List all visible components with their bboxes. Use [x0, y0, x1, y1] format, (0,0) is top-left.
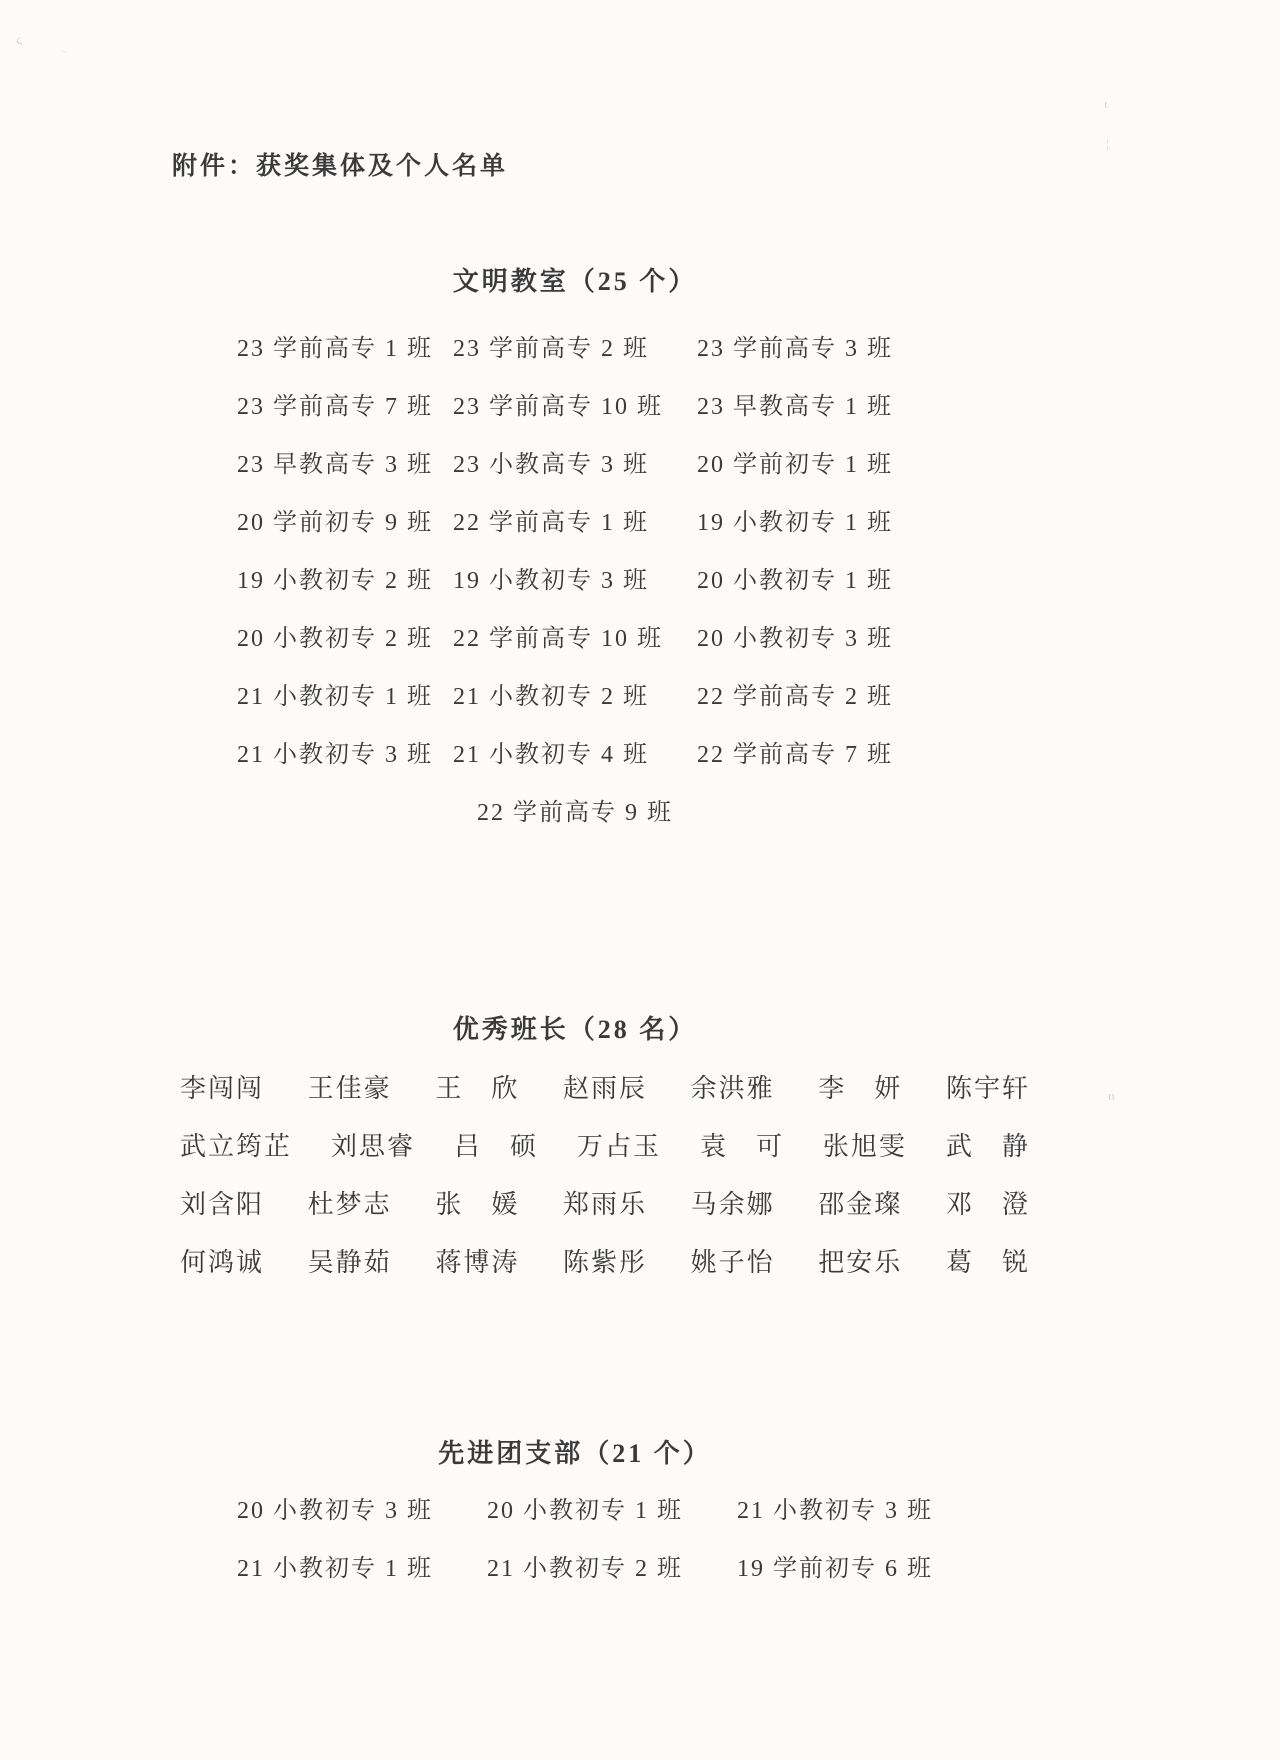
class-name-item: 23 早教高专 1 班: [697, 394, 893, 420]
scan-artifact: ιι: [1108, 1088, 1115, 1103]
list-row: [0, 1552, 1150, 1586]
section-advanced-league-branches: [0, 1436, 1150, 1586]
student-name-item: 王 欣: [435, 1074, 520, 1103]
student-name-item: 张旭雯: [822, 1132, 907, 1161]
student-name-item: 刘思睿: [330, 1132, 415, 1161]
class-name-item: 21 小教初专 2 班: [487, 1556, 683, 1582]
student-name-item: 把安乐: [818, 1248, 903, 1277]
student-name-item: 武立筠芷: [180, 1132, 293, 1161]
class-name-item: 22 学前高专 9 班: [477, 800, 673, 826]
class-name-item: 21 小教初专 3 班: [737, 1498, 933, 1524]
class-name-item: 19 学前初专 6 班: [737, 1556, 933, 1582]
student-name-item: 葛 锐: [945, 1248, 1030, 1277]
student-name-item: 赵雨辰: [562, 1074, 647, 1103]
attachment-title: 附件：获奖集体及个人名单: [172, 153, 509, 180]
student-name-item: 郑雨乐: [562, 1190, 647, 1219]
list-row: [0, 1188, 1150, 1222]
class-name-item: 21 小教初专 1 班: [237, 684, 433, 710]
class-name-item: 21 小教初专 4 班: [453, 742, 649, 768]
class-name-item: 20 学前初专 9 班: [237, 510, 433, 536]
class-name-item: 20 小教初专 3 班: [697, 626, 893, 652]
class-name-item: 21 小教初专 3 班: [237, 742, 433, 768]
class-name-item: 20 小教初专 3 班: [237, 1498, 433, 1524]
list-row: [0, 1246, 1150, 1280]
student-name-item: 李 妍: [818, 1074, 903, 1103]
class-name-item: 20 小教初专 1 班: [487, 1498, 683, 1524]
student-name-item: 杜梦志: [307, 1190, 392, 1219]
student-name-item: 武 静: [945, 1132, 1030, 1161]
class-name-item: 23 小教高专 3 班: [453, 452, 649, 478]
student-name-item: 陈紫彤: [562, 1248, 647, 1277]
scan-artifact: ι: [1104, 96, 1108, 111]
section-civilized-classrooms: [0, 264, 1150, 830]
list-row: [0, 680, 1150, 714]
student-name-item: 王佳豪: [307, 1074, 392, 1103]
scan-artifact: ᵕ: [61, 43, 67, 60]
class-name-item: 20 学前初专 1 班: [697, 452, 893, 478]
section-excellent-class-monitors: [0, 1012, 1150, 1280]
student-name-item: 李闯闯: [180, 1074, 265, 1103]
class-name-item: 23 学前高专 10 班: [453, 394, 663, 420]
list-row: [0, 390, 1150, 424]
scan-artifact: ¦: [1106, 136, 1109, 151]
class-name-item: 22 学前高专 7 班: [697, 742, 893, 768]
advanced-league-branches-list: [0, 1494, 1150, 1586]
section-title-civilized-classrooms: 文明教室（25 个）: [452, 267, 698, 296]
student-name-item: 张 媛: [435, 1190, 520, 1219]
class-name-item: 21 小教初专 1 班: [237, 1556, 433, 1582]
student-name-item: 万占玉: [576, 1132, 661, 1161]
list-row: [0, 1494, 1150, 1528]
list-row: [0, 738, 1150, 772]
student-name-item: 余洪雅: [690, 1074, 775, 1103]
document-content: [0, 264, 1150, 1586]
class-name-item: 23 学前高专 2 班: [453, 336, 649, 362]
class-name-item: 19 小教初专 1 班: [697, 510, 893, 536]
section-title-advanced-league-branches: 先进团支部（21 个）: [438, 1439, 712, 1468]
class-name-item: 21 小教初专 2 班: [453, 684, 649, 710]
class-name-item: 19 小教初专 3 班: [453, 568, 649, 594]
student-name-item: 邓 澄: [945, 1190, 1030, 1219]
list-row: [0, 332, 1150, 366]
class-name-item: 23 学前高专 7 班: [237, 394, 433, 420]
student-name-item: 陈宇轩: [945, 1074, 1030, 1103]
student-name-item: 马余娜: [690, 1190, 775, 1219]
list-row: [0, 1072, 1150, 1106]
student-name-item: 何鸿诚: [180, 1248, 265, 1277]
class-name-item: 20 小教初专 1 班: [697, 568, 893, 594]
list-row: [0, 622, 1150, 656]
class-name-item: 20 小教初专 2 班: [237, 626, 433, 652]
list-row: [0, 448, 1150, 482]
class-name-item: 23 学前高专 1 班: [237, 336, 433, 362]
class-name-item: 22 学前高专 1 班: [453, 510, 649, 536]
class-name-item: 22 学前高专 10 班: [453, 626, 663, 652]
civilized-classrooms-list: [0, 332, 1150, 772]
list-row: [0, 564, 1150, 598]
list-row: [0, 506, 1150, 540]
student-name-item: 姚子怡: [690, 1248, 775, 1277]
class-name-item: 23 早教高专 3 班: [237, 452, 433, 478]
section-title-excellent-class-monitors: 优秀班长（28 名）: [452, 1015, 698, 1044]
class-name-item: 23 学前高专 3 班: [697, 336, 893, 362]
excellent-class-monitors-list: [0, 1072, 1150, 1280]
list-row: [0, 1130, 1150, 1164]
student-name-item: 袁 可: [699, 1132, 784, 1161]
student-name-item: 邵金璨: [818, 1190, 903, 1219]
student-name-item: 吕 硕: [453, 1132, 538, 1161]
class-name-item: 22 学前高专 2 班: [697, 684, 893, 710]
class-name-item: 19 小教初专 2 班: [237, 568, 433, 594]
student-name-item: 吴静茹: [307, 1248, 392, 1277]
student-name-item: 蒋博涛: [435, 1248, 520, 1277]
student-name-item: 刘含阳: [180, 1190, 265, 1219]
scan-artifact: ϛ: [14, 31, 24, 48]
